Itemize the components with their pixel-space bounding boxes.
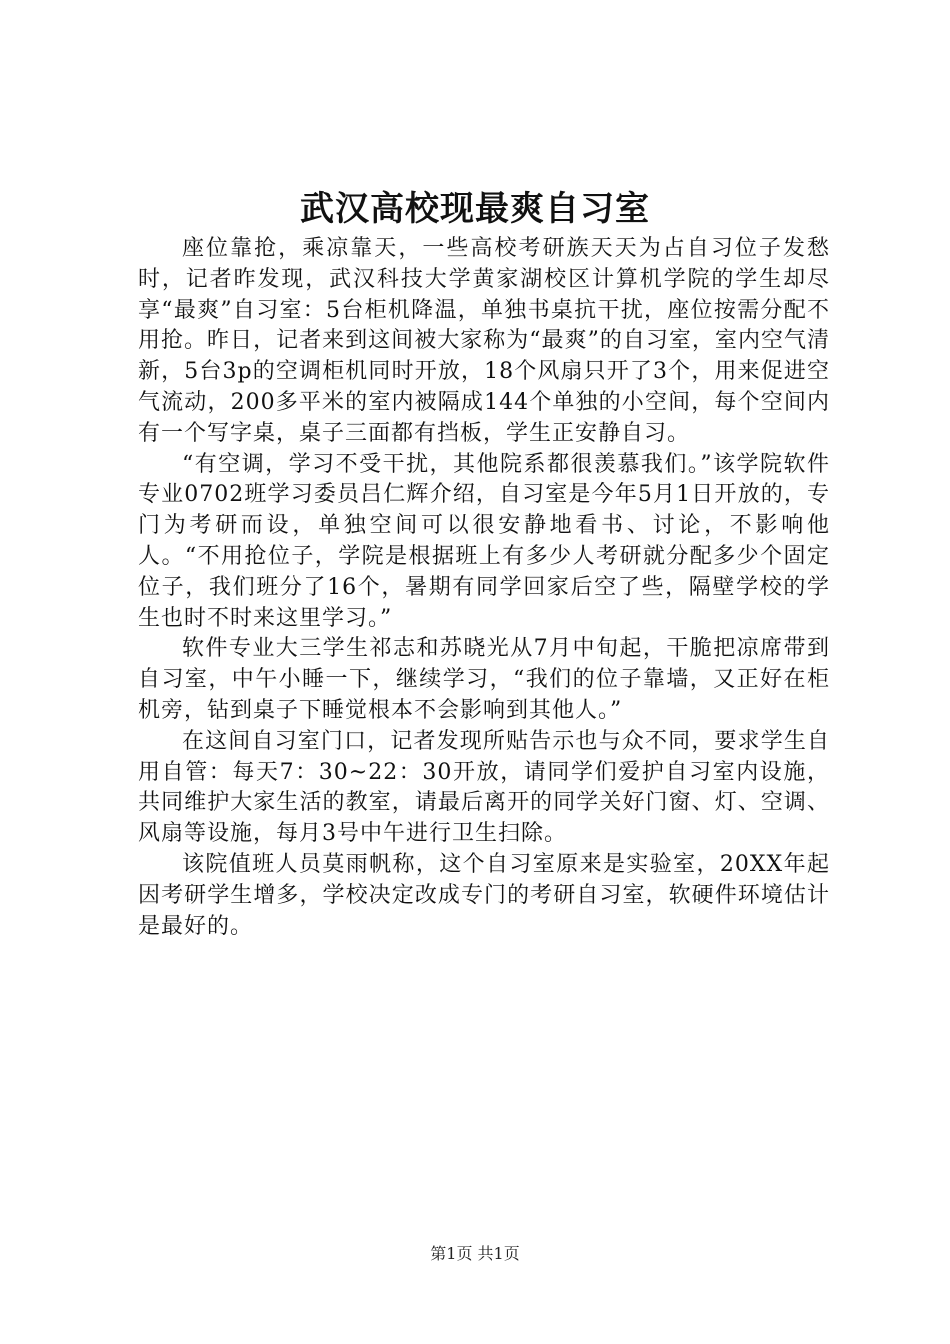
page-footer: 第1页 共1页 <box>430 1244 520 1263</box>
paragraph: 在这间自习室门口，记者发现所贴告示也与众不同，要求学生自用自管：每天7：30~22：30开放，请同学们爱护自习室内设施，共同维护大家生活的教室，请最后离开的同学关好门窗、灯、空调、风扇等设施，每月3号中午进行卫生扫除。 <box>138 728 830 847</box>
article-body <box>138 234 830 942</box>
paragraph: 该院值班人员莫雨帆称，这个自习室原来是实验室，20XX年起因考研学生增多，学校决定改成专门的考研自习室，软硬件环境估计是最好的。 <box>138 851 830 939</box>
paragraph: 软件专业大三学生祁志和苏晓光从7月中旬起，干脆把凉席带到自习室，中午小睡一下，继续学习，“我们的位子靠墙，又正好在柜机旁，钻到桌子下睡觉根本不会影响到其他人。” <box>138 636 830 723</box>
paragraph: “有空调，学习不受干扰，其他院系都很羡慕我们。”该学院软件专业0702班学习委员吕仁辉介绍，自习室是今年5月1日开放的，专门为考研而设，单独空间可以很安静地看书、讨论，不影响他人。“不用抢位子，学院是根据班上有多少人考研就分配多少个固定位子，我们班分了16个，暑期有同学回家后空了些，隔壁学校的学生也时不时来这里学习。” <box>138 451 830 631</box>
paragraph: 座位靠抢，乘凉靠天，一些高校考研族天天为占自习位子发愁时，记者昨发现，武汉科技大学黄家湖校区计算机学院的学生却尽享“最爽”自习室：5台柜机降温，单独书桌抗干扰，座位按需分配不用抢。昨日，记者来到这间被大家称为“最爽”的自习室，室内空气清新，5台3p的空调柜机同时开放，18个风扇只开了3个，用来促进空气流动，200多平米的室内被隔成144个单独的小空间，每个空间内有一个写字桌，桌子三面都有挡板，学生正安静自习。 <box>138 236 830 446</box>
document-title: 武汉高校现最爽自习室 <box>300 189 650 229</box>
